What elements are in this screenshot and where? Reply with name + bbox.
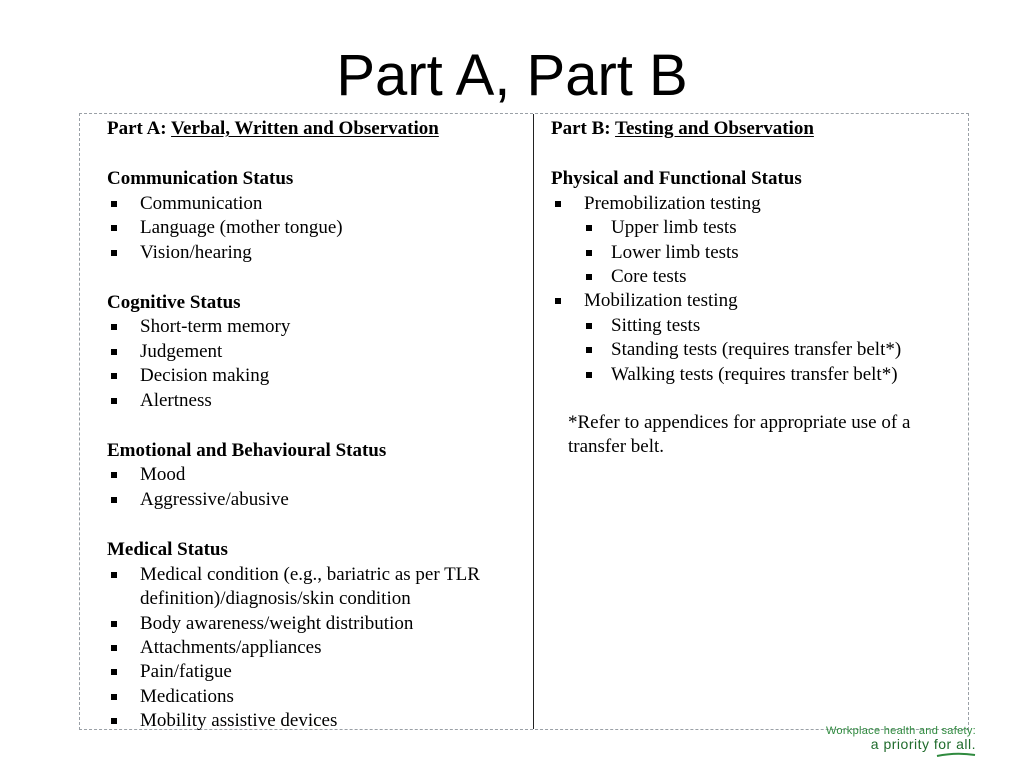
part-b-column — [551, 117, 961, 460]
section-title: Communication Status — [107, 168, 294, 190]
list-item: Body awareness/weight distribution — [107, 612, 527, 636]
swoosh-icon — [936, 752, 976, 758]
section-communication-status — [107, 167, 527, 265]
column-divider — [533, 114, 534, 729]
part-a-column — [107, 117, 527, 734]
list-item: Aggressive/abusive — [107, 488, 527, 512]
section-title: Emotional and Behavioural Status — [107, 440, 387, 462]
transfer-belt-note: *Refer to appendices for appropriate use of a transfer belt. — [568, 412, 911, 458]
list-item: Communication — [107, 192, 527, 216]
logo-line-1: Workplace health and safety: — [825, 725, 976, 737]
list-item: Medications — [107, 685, 527, 709]
list-item: Mobility assistive devices — [107, 709, 527, 733]
part-a-heading-title: Verbal, Written and Observation — [171, 118, 439, 139]
list-item — [551, 192, 961, 216]
sub-list-item: Standing tests (requires transfer belt*) — [551, 338, 961, 362]
list-item: Mood — [107, 463, 527, 487]
part-a-prefix: Part A: — [107, 118, 167, 139]
section-title: Cognitive Status — [107, 292, 241, 314]
part-b-heading-title: Testing and Observation — [615, 118, 814, 139]
list-item: Vision/hearing — [107, 241, 527, 265]
list-item — [551, 289, 961, 313]
group-label: Mobilization testing — [584, 290, 738, 312]
logo-line-2: a priority for all. — [870, 736, 976, 752]
group-label: Premobilization testing — [584, 192, 761, 214]
list-item: Language (mother tongue) — [107, 216, 527, 240]
list-item: Medical condition (e.g., bariatric as per TLR definition)/diagnosis/skin condition — [107, 563, 527, 612]
sub-list-item: Lower limb tests — [551, 241, 961, 265]
sub-list-item: Sitting tests — [551, 314, 961, 338]
list-item: Decision making — [107, 364, 527, 388]
section-medical-status — [107, 538, 527, 733]
footer-logo — [826, 725, 976, 758]
list-item: Attachments/appliances — [107, 636, 527, 660]
assessment-table — [79, 113, 969, 730]
section-title: Physical and Functional Status — [551, 168, 802, 190]
slide-title: Part A, Part B — [336, 43, 688, 108]
section-title: Medical Status — [107, 539, 228, 561]
sub-list-item: Walking tests (requires transfer belt*) — [551, 363, 961, 387]
part-b-prefix: Part B: — [551, 118, 611, 139]
part-a-heading — [107, 117, 527, 141]
section-emotional-behavioural-status — [107, 439, 527, 512]
section-physical-functional-status — [551, 167, 961, 387]
list-item: Alertness — [107, 389, 527, 413]
list-item: Pain/fatigue — [107, 660, 527, 684]
list-item: Judgement — [107, 340, 527, 364]
part-b-heading — [551, 117, 961, 141]
sub-list-item: Upper limb tests — [551, 216, 961, 240]
sub-list-item: Core tests — [551, 265, 961, 289]
list-item: Short-term memory — [107, 315, 527, 339]
section-cognitive-status — [107, 291, 527, 413]
